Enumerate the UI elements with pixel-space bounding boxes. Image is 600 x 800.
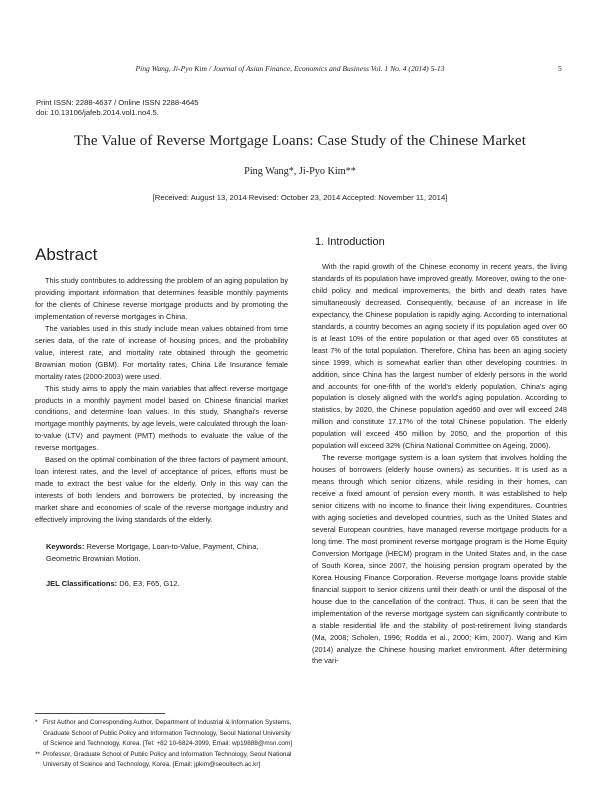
- footnote-text: First Author and Corresponding Author, Department of Industrial & Information Systems, Graduate School of Public Policy and Information Technology, Seoul National University of Science and Technology, Korea. [Tel: +82 10-6824-3999, Email: wp19888@msn.com]: [43, 719, 293, 747]
- keywords-text: Reverse Mortgage, Loan-to-Value, Payment, China, Geometric Brownian Motion.: [46, 542, 259, 563]
- running-header: Ping Wang, Ji-Pyo Kim / Journal of Asian Finance, Economics and Business Vol. 1 No. 4 (2014) 5-13: [135, 64, 445, 73]
- abstract-paragraph: The variables used in this study include mean values obtained from time series data, of the rate of increase of housing prices, and the probability value, interest rate, and mortality rate obtained through the geometric Brownian motion (GBM). For mortality rates, China Life Insurance female mortality rates (2000-2003) were used.: [35, 323, 288, 381]
- page-number: 5: [558, 64, 562, 73]
- introduction-heading: 1. Introduction: [315, 236, 385, 248]
- footnote-mark: *: [35, 719, 38, 726]
- paper-title: The Value of Reverse Mortgage Loans: Case Study of the Chinese Market: [74, 133, 526, 149]
- issn-block: [36, 98, 199, 118]
- footnotes: [35, 718, 295, 771]
- footnote: [35, 718, 295, 750]
- keywords-label: Keywords:: [46, 542, 85, 551]
- abstract-body: [35, 275, 288, 526]
- introduction-paragraph: With the rapid growth of the Chinese economy in recent years, the living standards of its population have improved greatly. Moreover, owing to the one-child policy and medical improvements, the birth and death rates have simultaneously decreased. Consequently, because of an increase in life expectancy, the Chinese population is rapidly aging. According to international standards, a country becomes an aging society if its population aged over 60 is at least 10% of the entire population or that aged over 65 constitutes at least 7% of the total population. Therefore, China has been an aging society since 1999, which is somewhat earlier than other developing countries. In addition, since China has the largest number of elderly persons in the world and accounts for one-fifth of the world's elderly population, China's aging population is closely aligned with the world's aging population. According to statistics, by 2020, the Chinese population aged60 and over will exceed 248 million and constitute 17.17% of the total Chinese population. The elderly population will exceed 450 million by 2050, and the proportion of this population will exceed 32% (China National Committee on Ageing, 2006).: [312, 262, 567, 451]
- jel-text: D6, E3, F65, G12.: [119, 579, 180, 588]
- jel-label: JEL Classifications:: [46, 579, 118, 588]
- submission-dates: [Received: August 13, 2014 Revised: October 23, 2014 Accepted: November 11, 2014]: [152, 193, 448, 202]
- abstract-paragraph: Based on the optimal combination of the three factors of payment amount, loan interest rates, and the level of acceptance of prices, efforts must be made to extract the best value for the elderly. Only in this way can the interests of both lenders and borrowers be protected, by increasing the market share and economies of scale of the reverse mortgage industry and effectively improving the living standards of the elderly.: [35, 455, 288, 525]
- footnote-mark: **: [35, 750, 40, 758]
- jel-classifications: [46, 579, 286, 588]
- abstract-paragraph: This study contributes to addressing the problem of an aging population by providing important information that determines feasible monthly payments for the clients of Chinese reverse mortgage products and by promoting the implementation of reverse mortgages in China.: [35, 276, 288, 321]
- introduction-paragraph: The reverse mortgage system is a loan system that involves holding the houses of borrowers (elderly house owners) as securities. It is used as a means through which senior citizens, while residing in their homes, can receive a fixed amount of pension every month. It was established to help senior citizens with no income to finance their living expenditures. Countries with aging societies and developed countries, such as the United States and several European countries, have managed reverse mortgage products for a long time. The most prominent reverse mortgage program is the Home Equity Conversion Mortgage (HECM) program in the United States and, in the case of South Korea, since 2007, the housing pension program operated by the Korea Housing Finance Corporation. Reverse mortgage loans provide stable financial support to senior citizens until their death or until the disposal of the house due to the cancellation of the contract. Thus, it can be seen that the implementation of the reverse mortgage system can significantly contribute to a stable residential life and the stability of post-retirement living standards (Ma, 2008; Scholen, 1996; Rodda et al., 2000; Kim, 2007). Wang and Kim (2014) analyze the Chinese housing market environment. After determining the vari-: [312, 453, 567, 666]
- abstract-heading: Abstract: [35, 245, 98, 264]
- footnote-text: Professor, Graduate School of Public Policy and Information Technology, Seoul National University of Science and Technology, Korea. [Email: jpkim@seoultech.ac.kr]: [43, 750, 292, 768]
- issn-line: Print ISSN: 2288-4637 / Online ISSN 2288-4645: [36, 98, 199, 107]
- doi-line: doi: 10.13106/jafeb.2014.vol1.no4.5.: [36, 108, 159, 117]
- authors: Ping Wang*, Ji-Pyo Kim**: [244, 166, 356, 177]
- introduction-body: [312, 261, 567, 667]
- keywords: [46, 541, 286, 565]
- footnote-divider: [35, 713, 165, 714]
- abstract-paragraph: This study aims to apply the main variables that affect reverse mortgage products in a monthly payment model based on Chinese financial market conditions, and determine loan values. In this study, Shanghai's reverse mortgage monthly payments, by age levels, were calculated through the loan-to-value (LTV) and payment (PMT) methods to evaluate the value of the reverse mortgages.: [35, 383, 288, 453]
- footnote: [35, 750, 295, 771]
